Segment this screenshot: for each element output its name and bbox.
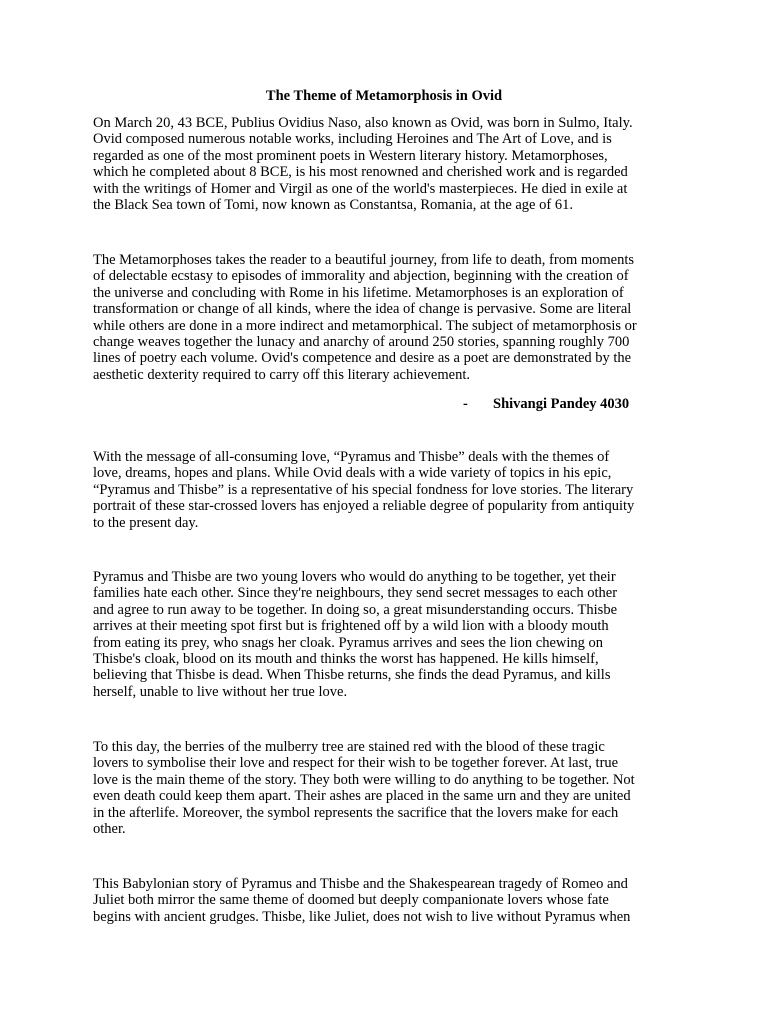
text-line: love, dreams, hopes and plans. While Ovid deals with a wide variety of topics in his epic,: [93, 465, 612, 482]
text-line: portrait of these star-crossed lovers has enjoyed a reliable degree of popularity from antiquity: [93, 498, 635, 515]
signature-name: Shivangi Pandey 4030: [493, 396, 630, 412]
text-line: the Black Sea town of Tomi, now known as Constantsa, Romania, at the age of 61.: [93, 197, 573, 214]
text-line: Juliet both mirror the same theme of doomed but deeply companionate lovers whose fate: [93, 892, 609, 909]
text-line: aesthetic dexterity required to carry off this literary achievement.: [93, 366, 470, 383]
text-line: lines of poetry each volume. Ovid's competence and desire as a poet are demonstrated by the: [93, 350, 632, 367]
text-line: herself, unable to live without her true love.: [93, 683, 348, 700]
text-line: With the message of all-consuming love, “Pyramus and Thisbe” deals with the themes of: [93, 449, 610, 465]
text-line: and agree to run away to be together. In doing so, a great misunderstanding occurs. Thisbe: [93, 601, 618, 618]
text-line: love is the main theme of the story. They both were willing to do anything to be together. Not: [93, 771, 635, 788]
text-line: transformation or change of all kinds, where the idea of change is pervasive. Some are literal: [93, 301, 632, 318]
text-line: from eating its prey, who snags her cloak. Pyramus arrives and sees the lion chewing on: [93, 634, 604, 651]
text-line: Thisbe's cloak, blood on its mouth and thinks the worst has happened. He kills himself,: [93, 651, 599, 668]
text-line: On March 20, 43 BCE, Publius Ovidius Naso, also known as Ovid, was born in Sulmo, Italy.: [93, 115, 633, 131]
author-signature: [463, 395, 629, 413]
text-line: families hate each other. Since they're neighbours, they send secret messages to each other: [93, 585, 618, 602]
paragraph-mulberry-symbol: [93, 739, 675, 837]
document-title: The Theme of Metamorphosis in Ovid: [265, 88, 503, 104]
text-line: lovers to symbolise their love and respect for their wish to be together forever. At last, true: [93, 755, 619, 772]
text-line: This Babylonian story of Pyramus and Thisbe and the Shakespearean tragedy of Romeo and: [93, 876, 628, 892]
text-line: regarded as one of the most prominent poets in Western literary history. Metamorphoses,: [93, 147, 608, 164]
text-line: with the writings of Homer and Virgil as one of the world's masterpieces. He died in exile at: [93, 180, 628, 197]
text-line: arrives at their meeting spot first but is frightened off by a wild lion with a bloody mouth: [93, 618, 609, 635]
text-line: in the afterlife. Moreover, the symbol represents the sacrifice that the lovers make for each: [93, 804, 619, 821]
text-line: begins with ancient grudges. Thisbe, like Juliet, does not wish to live without Pyramus when: [93, 908, 631, 925]
text-line: The Metamorphoses takes the reader to a beautiful journey, from life to death, from moments: [93, 252, 635, 268]
text-line: to the present day.: [93, 514, 199, 531]
text-line: Ovid composed numerous notable works, including Heroines and The Art of Love, and is: [93, 131, 612, 148]
text-line: even death could keep them apart. Their ashes are placed in the same urn and they are united: [93, 788, 631, 805]
paragraph-metamorphoses-overview: [93, 252, 675, 383]
text-line: other.: [93, 821, 126, 838]
text-line: believing that Thisbe is dead. When Thisbe returns, she finds the dead Pyramus, and kills: [93, 667, 611, 684]
text-line: Pyramus and Thisbe are two young lovers who would do anything to be together, yet their: [93, 569, 616, 585]
text-line: “Pyramus and Thisbe” is a representative of his special fondness for love stories. The literary: [93, 481, 634, 498]
text-line: the universe and concluding with Rome in his lifetime. Metamorphoses is an exploration of: [93, 284, 624, 301]
paragraph-ovid-biography: [93, 115, 675, 213]
signature-dash: -: [463, 396, 468, 412]
paragraph-story-summary: [93, 569, 675, 700]
paragraph-romeo-juliet-comparison: [93, 876, 675, 925]
text-line: of delectable ecstasy to episodes of immorality and abjection, beginning with the creation of: [93, 268, 629, 285]
text-line: To this day, the berries of the mulberry tree are stained red with the blood of these tragic: [93, 739, 605, 755]
text-line: while others are done in a more indirect and metamorphical. The subject of metamorphosis or: [93, 317, 637, 334]
paragraph-pyramus-thisbe-intro: [93, 449, 675, 531]
text-line: change weaves together the lunacy and anarchy of around 250 stories, spanning roughly 700: [93, 334, 630, 351]
text-line: which he completed about 8 BCE, is his most renowned and cherished work and is regarded: [93, 164, 628, 181]
